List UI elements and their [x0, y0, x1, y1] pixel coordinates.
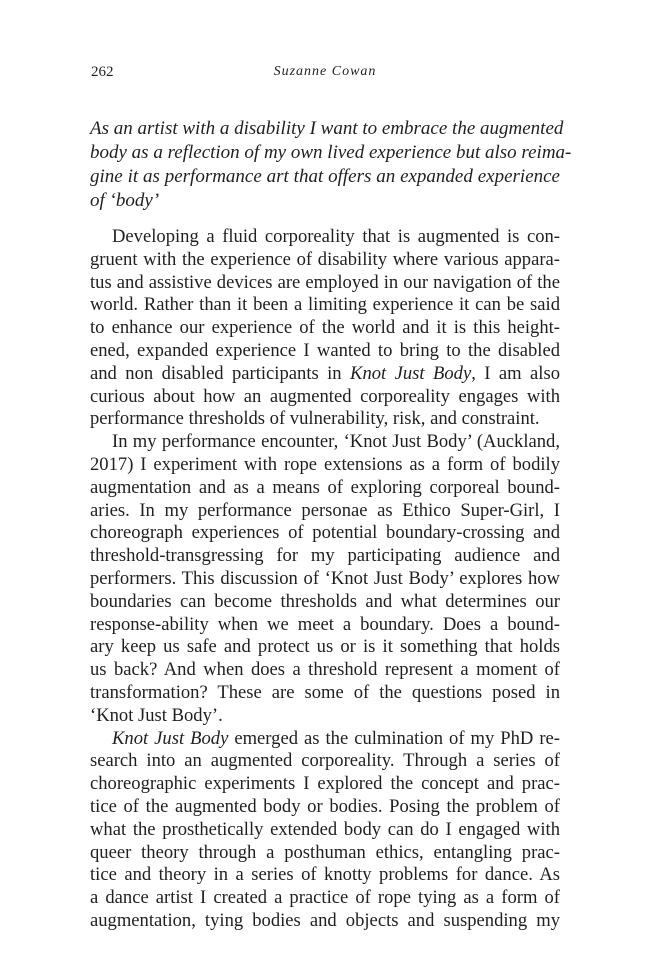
text-line: In my performance encounter, ‘Knot Just Body’ (Auckland,	[112, 431, 560, 453]
running-head-author: Suzanne Cowan	[273, 64, 377, 79]
text-line: 2017) I experiment with rope extensions as a form of bodily	[90, 453, 560, 475]
text-line: ‘Knot Just Body’.	[90, 704, 223, 726]
text-segment: emerged as the culmination of my PhD re-	[228, 727, 560, 749]
page-number: 262	[91, 64, 114, 80]
text-line: curious about how an augmented corporeality engages with	[90, 385, 560, 407]
text-line: what the prosthetically extended body can do I engaged with	[90, 818, 560, 840]
text-line: ened, expanded experience I wanted to bring to the disabled	[90, 339, 560, 361]
text-line: choreographic experiments I explored the concept and prac-	[90, 773, 560, 795]
epigraph-line: of ‘body’	[90, 190, 160, 211]
epigraph-line: gine it as performance art that offers an expanded experience	[90, 166, 560, 187]
text-line: augmentation and as a means of exploring corporeal bound-	[90, 476, 560, 498]
text-line: augmentation, tying bodies and objects and suspending my	[90, 909, 560, 931]
text-line: Developing a fluid corporeality that is augmented is con-	[112, 226, 560, 247]
text-line: world. Rather than it been a limiting experience it can be said	[90, 294, 560, 316]
text-line: threshold-transgressing for my participating audience and	[90, 545, 560, 567]
text-line: choreograph experiences of potential boundary-crossing and	[90, 522, 560, 544]
text-line	[90, 728, 560, 751]
work-title: Knot Just Body	[112, 727, 229, 749]
text-line: performance thresholds of vulnerability, risk, and constraint.	[90, 408, 540, 430]
text-line: search into an augmented corporeality. Through a series of	[90, 750, 560, 772]
text-line: tice and theory in a series of knotty problems for dance. As	[90, 864, 560, 886]
text-segment: , I am also	[471, 362, 561, 384]
text-line: tus and assistive devices are employed in our navigation of the	[90, 271, 560, 293]
epigraph-line: body as a reflection of my own lived experience but also reima-	[90, 142, 572, 163]
text-line: gruent with the experience of disability where various appara-	[90, 248, 560, 270]
text-line: aries. In my performance personae as Ethico Super-Girl, I	[90, 499, 560, 521]
text-line: tice of the augmented body or bodies. Posing the problem of	[90, 795, 560, 817]
text-line: us back? And when does a threshold represent a moment of	[90, 659, 560, 681]
running-head	[90, 64, 560, 88]
epigraph-line: As an artist with a disability I want to embrace the augmented	[90, 118, 564, 139]
text-line: performers. This discussion of ‘Knot Just Body’ explores how	[90, 567, 560, 589]
work-title: Knot Just Body	[350, 362, 472, 384]
text-line: ary keep us safe and protect us or is it something that holds	[90, 636, 560, 658]
text-line: queer theory through a posthuman ethics, entangling prac-	[90, 841, 560, 863]
body-text	[90, 226, 560, 933]
text-line: transformation? These are some of the questions posed in	[90, 681, 560, 703]
epigraph	[90, 117, 572, 213]
text-segment: and non disabled participants in	[90, 362, 342, 384]
text-line	[90, 363, 560, 386]
text-line: boundaries can become thresholds and what determines our	[90, 590, 560, 612]
text-line: a dance artist I created a practice of rope tying as a form of	[90, 887, 560, 909]
text-line: to enhance our experience of the world and it is this height-	[90, 317, 560, 339]
text-line: response-ability when we meet a boundary. Does a bound-	[90, 613, 560, 635]
